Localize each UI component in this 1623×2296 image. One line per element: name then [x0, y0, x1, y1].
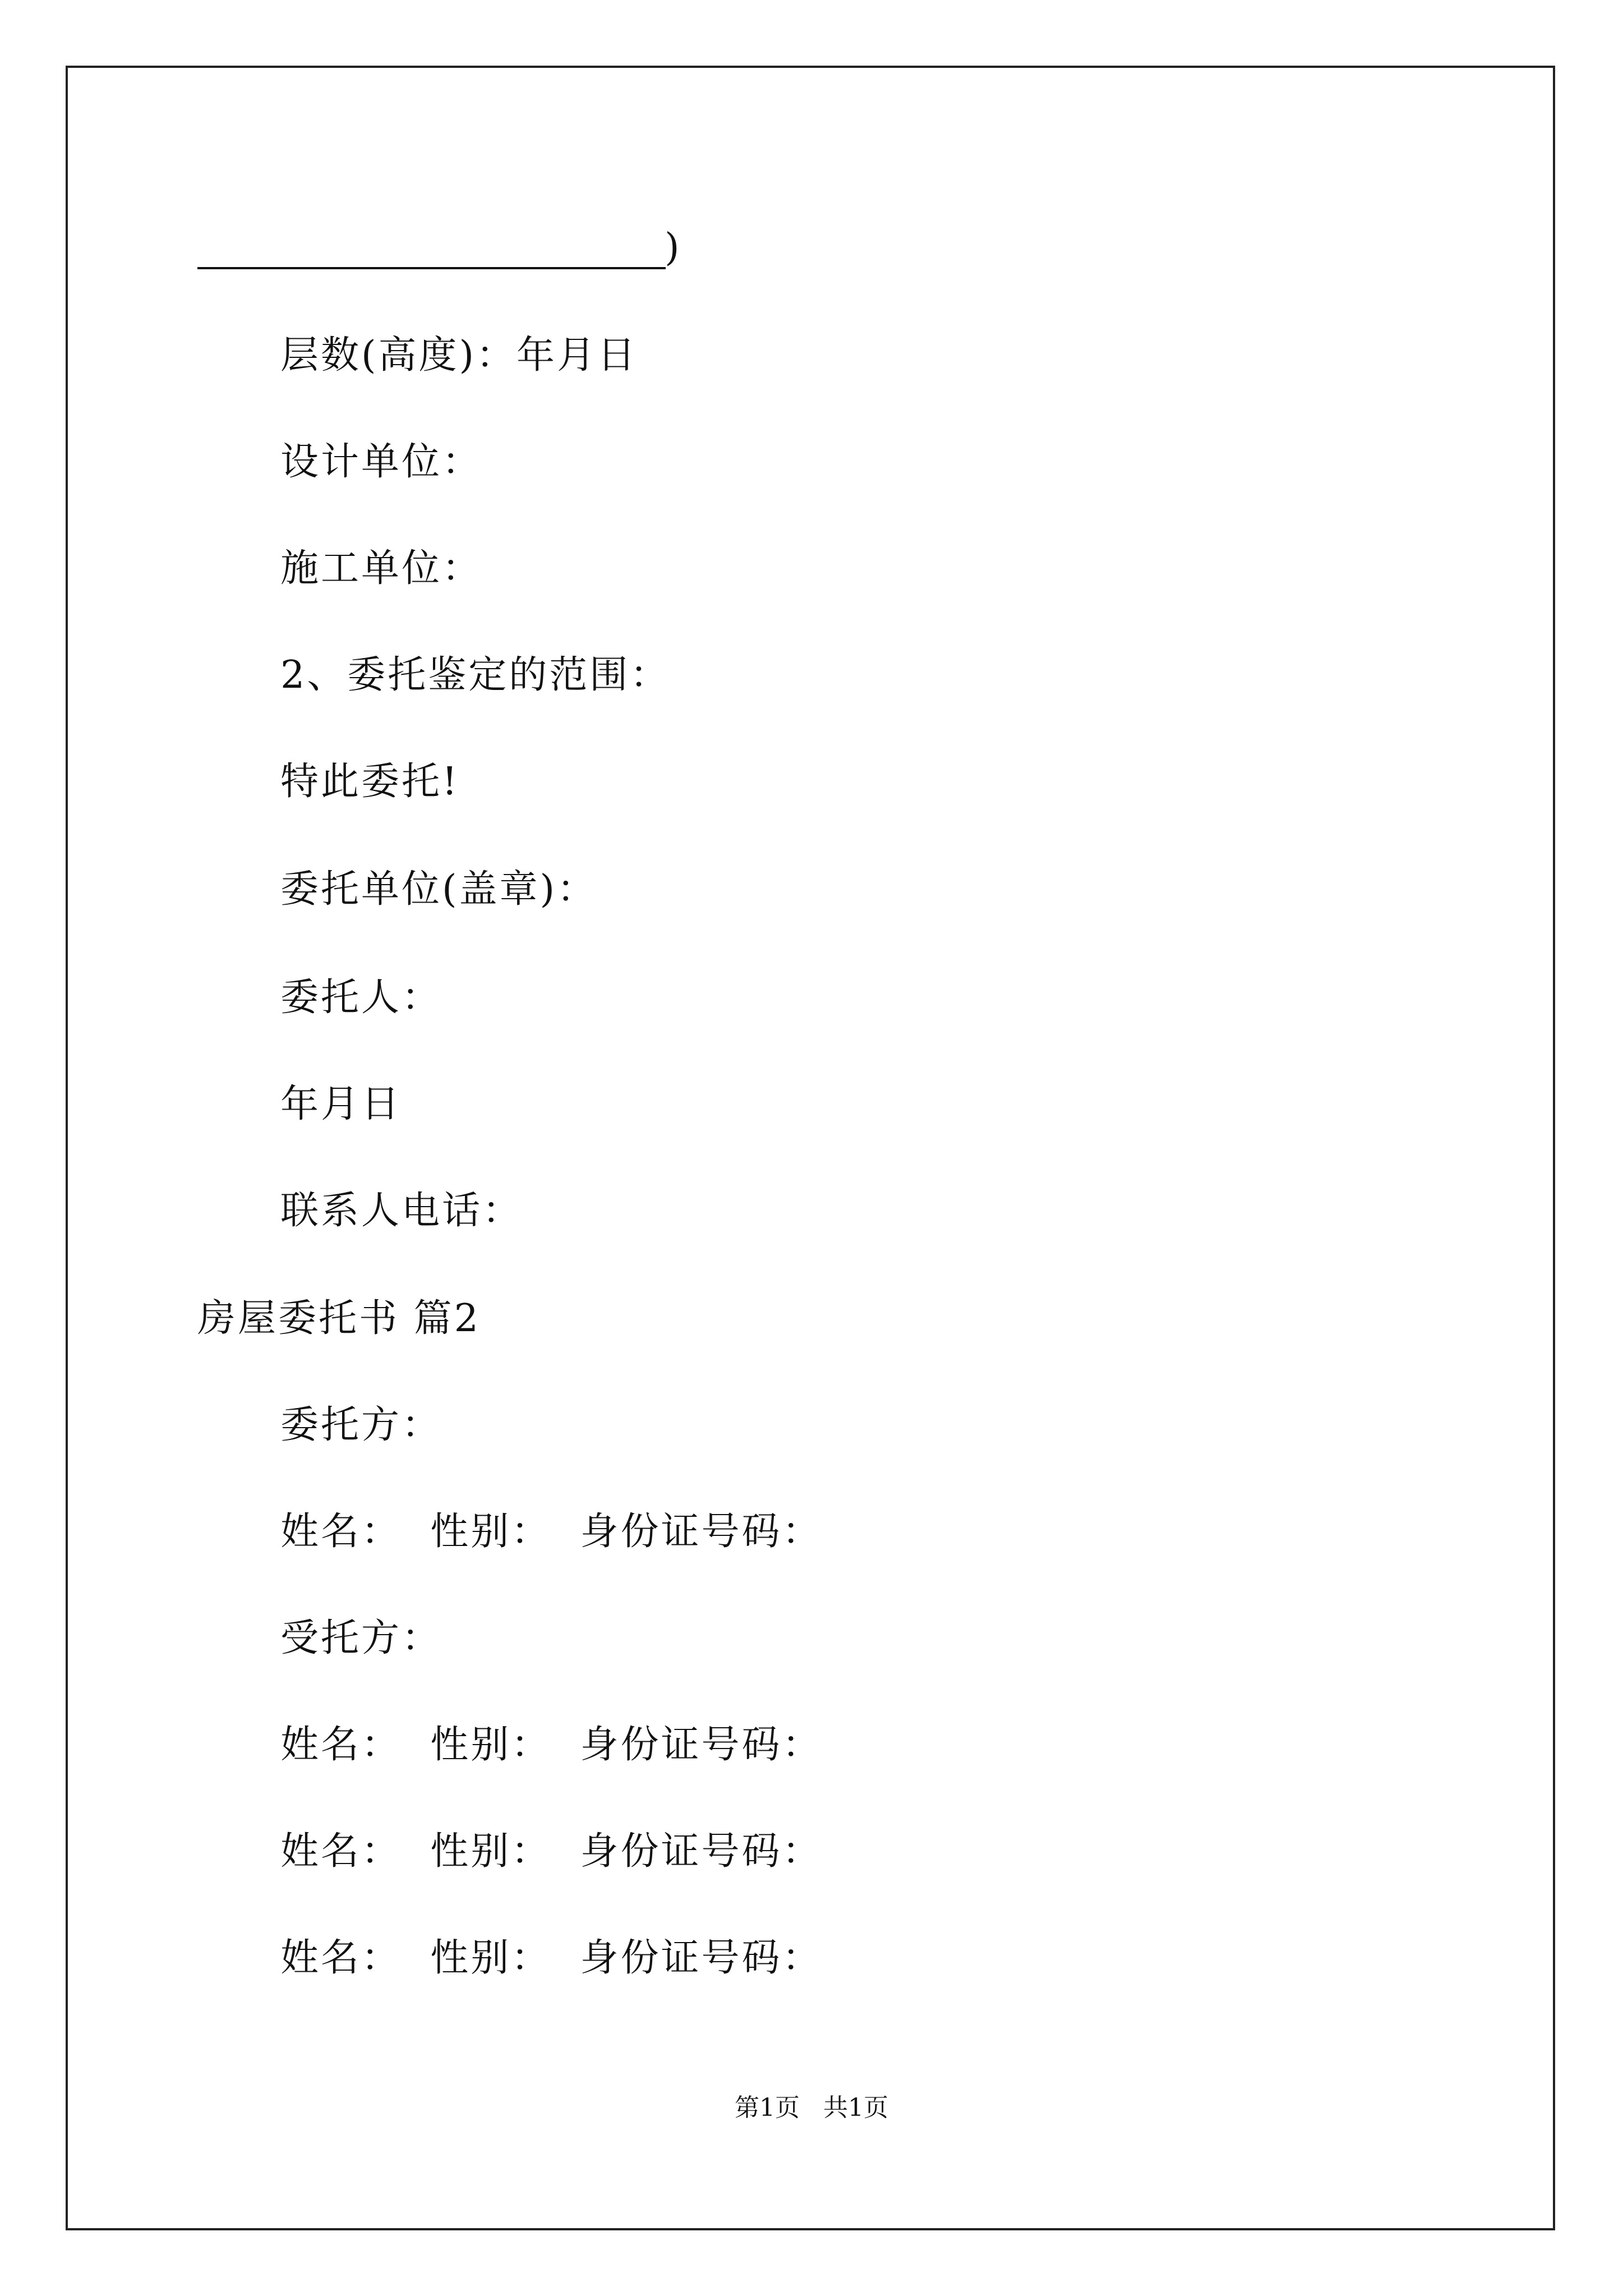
line-agent-info-1: 姓名： 性别： 身份证号码：: [280, 1723, 823, 1767]
line-principal-info: 姓名： 性别： 身份证号码：: [280, 1510, 823, 1554]
line-agent-info-3: 姓名： 性别： 身份证号码：: [280, 1936, 823, 1980]
line-principal: 委托方：: [280, 1403, 442, 1447]
line-date: 年月日: [280, 1082, 402, 1126]
line-appraisal-scope: 2、委托鉴定的范围：: [280, 653, 671, 697]
page-border: [66, 66, 1555, 2230]
line-construction-unit: 施工单位：: [280, 546, 483, 591]
line-contact-phone: 联系人电话：: [280, 1189, 523, 1233]
line-agent: 受托方：: [280, 1616, 442, 1660]
line-hereby-entrust: 特此委托!: [280, 760, 460, 804]
line-client: 委托人：: [280, 976, 442, 1020]
line-agent-info-2: 姓名： 性别： 身份证号码：: [280, 1829, 823, 1874]
section-heading: 房屋委托书 篇2: [197, 1296, 481, 1341]
line-entrusting-unit-seal: 委托单位(盖章)：: [280, 867, 598, 912]
page-footer: 第1页 共1页: [735, 2093, 888, 2122]
line-floors-height: 层数(高度)：年月日: [280, 333, 638, 378]
close-paren: ): [665, 226, 680, 270]
line-design-unit: 设计单位：: [280, 440, 483, 484]
blank-underline: [197, 267, 666, 269]
